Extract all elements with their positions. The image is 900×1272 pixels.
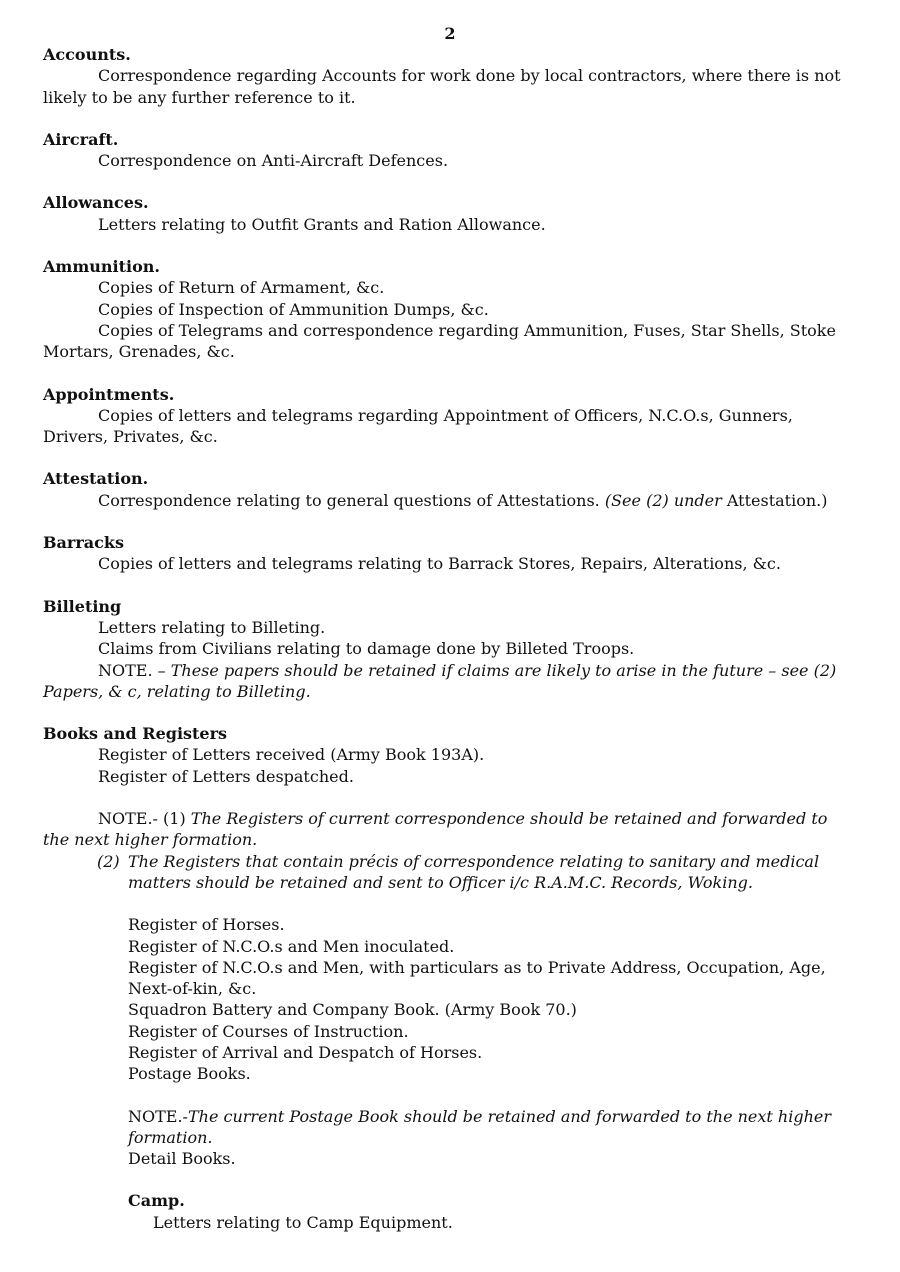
entry-text: Register of Letters despatched. <box>98 766 354 786</box>
register-list <box>128 914 855 1169</box>
entry-text: Register of Letters received (Army Book 193A). <box>98 745 485 765</box>
cross-reference: (See (2) under <box>604 490 727 510</box>
entry-text: Copies of Inspection of Ammunition Dumps, &c. <box>98 299 489 319</box>
spacer <box>43 787 855 808</box>
entry-text <box>43 490 855 511</box>
note-text: The Registers of current correspondence should be retained and forwarded to the next higher formation. <box>43 809 828 850</box>
note-text: The current Postage Book should be retained and forwarded to the next higher formation. <box>128 1106 832 1147</box>
section-ammunition <box>43 256 855 362</box>
list-item: Register of Courses of Instruction. <box>128 1021 409 1041</box>
page-number: 2 <box>444 24 456 43</box>
section-heading: Appointments. <box>43 384 175 404</box>
list-item: Postage Books. <box>128 1064 251 1084</box>
section-heading: Books and Registers <box>43 724 228 744</box>
note-text: The Registers that contain précis of correspondence relating to sanitary and medical matters should be retained and sent to Officer i/c R.A.M.C. Records, Woking. <box>128 851 820 892</box>
entry-text: Claims from Civilians relating to damage done by Billeted Troops. <box>98 639 635 659</box>
list-item: Register of Arrival and Despatch of Horses. <box>128 1042 483 1062</box>
section-attestation <box>43 468 855 511</box>
list-item: Detail Books. <box>128 1149 236 1169</box>
note-item <box>97 851 855 894</box>
section-heading: Allowances. <box>43 193 149 213</box>
entry-text: Correspondence on Anti-Aircraft Defences. <box>98 151 449 171</box>
note-label: NOTE.- (1) <box>98 809 191 829</box>
entry-text: Copies of letters and telegrams regarding Appointment of Officers, N.C.O.s, Gunners, Drivers, Privates, &c. <box>43 405 793 447</box>
document-body <box>43 44 855 1254</box>
note-text: These papers should be retained if claims are likely to arise in the future – see (2) Papers, & c, relating to Billeting. <box>43 660 837 701</box>
note-label: NOTE.- <box>128 1106 188 1126</box>
note <box>43 808 855 851</box>
entry-text: Copies of Telegrams and correspondence regarding Ammunition, Fuses, Star Shells, Stoke Mortars, Grenades, &c. <box>43 320 836 362</box>
entry-text: Copies of Return of Armament, &c. <box>98 278 385 298</box>
cross-reference-target: Attestation.) <box>726 490 828 510</box>
entry-text: Letters relating to Camp Equipment. <box>153 1212 453 1232</box>
entry-text-main: Correspondence relating to general questions of Attestations. <box>98 490 605 510</box>
list-item: Squadron Battery and Company Book. (Army Book 70.) <box>128 1000 577 1020</box>
note <box>43 660 855 703</box>
note-number: (2) <box>97 851 120 871</box>
section-appointments <box>43 384 855 448</box>
list-item: Register of Horses. <box>128 915 285 935</box>
spacer <box>43 893 855 914</box>
section-heading: Ammunition. <box>43 257 160 277</box>
list-item: Register of N.C.O.s and Men, with particulars as to Private Address, Occupation, Age, Next-of-kin, &c. <box>128 957 826 999</box>
list-item: Register of N.C.O.s and Men inoculated. <box>128 936 455 956</box>
section-barracks <box>43 532 855 575</box>
entry-text: Letters relating to Outfit Grants and Ration Allowance. <box>98 214 546 234</box>
section-camp <box>128 1190 855 1233</box>
section-heading: Accounts. <box>43 45 131 64</box>
section-accounts <box>43 44 855 108</box>
section-heading: Barracks <box>43 533 124 553</box>
entry-text: Letters relating to Billeting. <box>98 617 326 637</box>
section-heading: Attestation. <box>43 469 149 489</box>
section-allowances <box>43 192 855 235</box>
entry-text: Correspondence regarding Accounts for work done by local contractors, where there is not likely to be any further reference to it. <box>43 66 841 107</box>
note <box>128 1106 855 1149</box>
entry-text: Copies of letters and telegrams relating to Barrack Stores, Repairs, Alterations, &c. <box>98 554 781 574</box>
section-aircraft <box>43 129 855 172</box>
section-heading: Camp. <box>128 1191 185 1211</box>
section-heading: Billeting <box>43 596 122 616</box>
note-label: NOTE. – <box>98 660 171 680</box>
section-heading: Aircraft. <box>43 129 119 149</box>
section-billeting <box>43 596 855 702</box>
spacer <box>128 1085 855 1106</box>
section-books-and-registers <box>43 723 855 1169</box>
